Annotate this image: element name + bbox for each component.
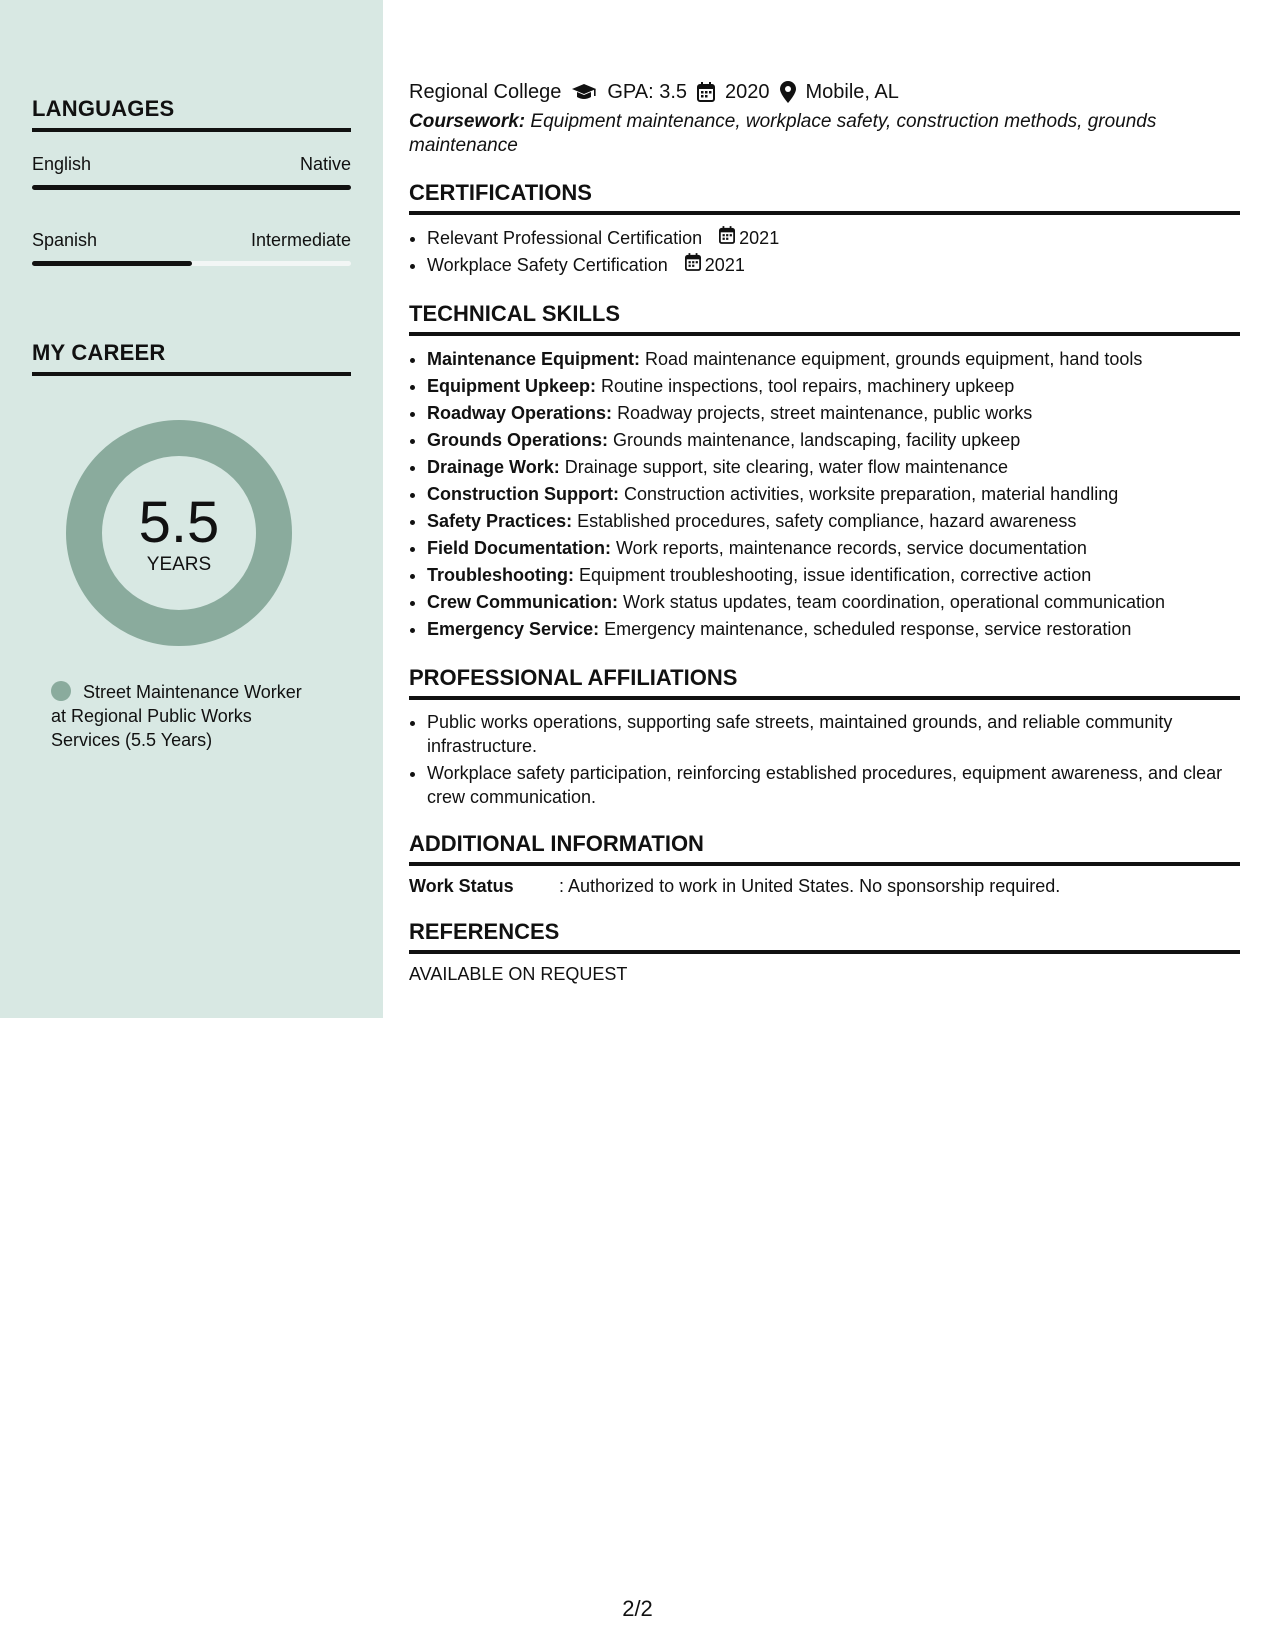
calendar-icon — [685, 252, 701, 279]
work-status-value: : Authorized to work in United States. No sponsorship required. — [559, 876, 1061, 896]
calendar-icon — [719, 225, 735, 252]
technical-skills-list — [409, 346, 1240, 643]
career-years-unit: YEARS — [146, 554, 212, 575]
list-item — [427, 225, 1240, 252]
certification-name: Workplace Safety Certification — [427, 255, 668, 275]
certification-year: 2021 — [739, 228, 780, 248]
certification-name: Relevant Professional Certification — [427, 228, 703, 248]
education-year: 2020 — [725, 80, 770, 103]
sidebar — [0, 0, 383, 1018]
skill-text: Drainage support, site clearing, water flow maintenance — [564, 457, 1008, 477]
education-line — [409, 78, 1240, 106]
skill-label: Safety Practices: — [427, 511, 573, 531]
technical-skills-heading: TECHNICAL SKILLS — [409, 301, 1240, 336]
career-legend-dot — [51, 681, 71, 701]
career-heading: MY CAREER — [32, 340, 351, 376]
map-pin-icon — [780, 81, 796, 103]
education-coursework — [409, 110, 1240, 158]
list-item — [427, 508, 1240, 535]
list-item: • Public works operations, supporting safe streets, maintained grounds, and reliable community infrastructure. — [427, 710, 1240, 758]
skill-text: Routine inspections, tool repairs, machinery upkeep — [601, 376, 1015, 396]
language-proficiency-bar — [32, 261, 351, 266]
references-heading: REFERENCES — [409, 919, 1240, 954]
skill-label: Crew Communication: — [427, 592, 619, 612]
language-proficiency-fill — [32, 261, 192, 266]
career-donut-chart — [66, 420, 292, 646]
list-item: • Workplace safety participation, reinforcing established procedures, equipment awareness, and clear crew communication. — [427, 761, 1240, 809]
skill-text: Established procedures, safety compliance, hazard awareness — [577, 511, 1077, 531]
page-number: 2/2 — [622, 1596, 653, 1621]
references-text: AVAILABLE ON REQUEST — [409, 964, 628, 984]
coursework-text: Equipment maintenance, workplace safety, construction methods, grounds maintenance — [409, 111, 1157, 156]
skill-text: Roadway projects, street maintenance, public works — [617, 403, 1033, 423]
education-school: Regional College — [409, 80, 562, 103]
list-item — [427, 589, 1240, 616]
affiliations-list — [409, 710, 1240, 809]
skill-text: Road maintenance equipment, grounds equipment, hand tools — [645, 349, 1143, 369]
skill-label: Field Documentation: — [427, 538, 611, 558]
skill-label: Equipment Upkeep: — [427, 376, 597, 396]
list-item — [427, 616, 1240, 643]
skill-label: Emergency Service: — [427, 619, 600, 639]
affiliations-heading: PROFESSIONAL AFFILIATIONS — [409, 665, 1240, 700]
skill-label: Grounds Operations: — [427, 430, 609, 450]
education-gpa: GPA: 3.5 — [607, 80, 687, 103]
skill-text: Equipment troubleshooting, issue identification, corrective action — [579, 565, 1092, 585]
career-legend-text: Street Maintenance Worker at Regional Public Works Services (5.5 Years) — [51, 682, 302, 750]
certification-year: 2021 — [704, 255, 745, 275]
skill-text: Emergency maintenance, scheduled response, service restoration — [604, 619, 1132, 639]
skill-text: Grounds maintenance, landscaping, facility upkeep — [613, 430, 1021, 450]
list-item — [427, 481, 1240, 508]
list-item — [427, 400, 1240, 427]
career-legend-item — [51, 680, 321, 752]
skill-text: Work reports, maintenance records, service documentation — [616, 538, 1087, 558]
certifications-list — [409, 225, 1240, 279]
skill-label: Drainage Work: — [427, 457, 560, 477]
list-item — [427, 535, 1240, 562]
skill-label: Roadway Operations: — [427, 403, 613, 423]
calendar-icon — [697, 82, 715, 102]
main-content — [409, 78, 1240, 985]
certifications-heading: CERTIFICATIONS — [409, 180, 1240, 215]
list-item — [427, 346, 1240, 373]
graduation-cap-icon — [571, 83, 597, 101]
additional-info-heading: ADDITIONAL INFORMATION — [409, 831, 1240, 866]
language-proficiency-bar — [32, 185, 351, 190]
skill-text: Construction activities, worksite preparation, material handling — [624, 484, 1119, 504]
language-proficiency-fill — [32, 185, 351, 190]
list-item — [427, 427, 1240, 454]
skill-label: Construction Support: — [427, 484, 619, 504]
language-level: Intermediate — [250, 230, 351, 250]
language-level: Native — [299, 154, 351, 174]
list-item — [427, 373, 1240, 400]
skill-label: Maintenance Equipment: — [427, 349, 641, 369]
coursework-label: Coursework: — [409, 111, 526, 132]
language-name: Spanish — [32, 230, 98, 250]
skill-text: Work status updates, team coordination, operational communication — [623, 592, 1165, 612]
languages-heading: LANGUAGES — [32, 96, 351, 132]
work-status-row — [409, 876, 1240, 897]
languages-section — [32, 96, 351, 266]
work-status-label: Work Status — [409, 876, 514, 896]
career-years-value: 5.5 — [138, 490, 220, 555]
career-section — [32, 340, 351, 376]
language-name: English — [32, 154, 92, 174]
list-item — [427, 252, 1240, 279]
education-location: Mobile, AL — [805, 80, 899, 103]
list-item — [427, 562, 1240, 589]
language-item — [32, 154, 351, 190]
language-item — [32, 230, 351, 266]
skill-label: Troubleshooting: — [427, 565, 574, 585]
list-item — [427, 454, 1240, 481]
